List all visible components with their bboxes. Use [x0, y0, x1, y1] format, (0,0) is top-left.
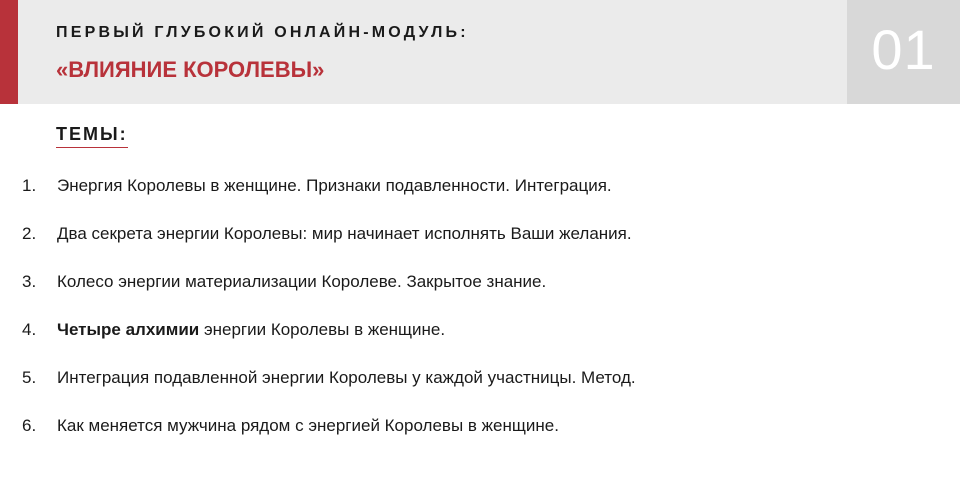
topic-plain-text: Как меняется мужчина рядом с энергией Королевы в женщине.	[57, 416, 559, 435]
topic-plain-text: Колесо энергии материализации Королеве. Закрытое знание.	[57, 272, 547, 291]
topic-text	[57, 368, 636, 388]
topic-number: 1.	[22, 176, 37, 195]
topic-text	[57, 416, 559, 436]
module-subtitle: ПЕРВЫЙ ГЛУБОКИЙ ОНЛАЙН-МОДУЛЬ:	[56, 24, 469, 41]
module-title: «ВЛИЯНИЕ КОРОЛЕВЫ»	[56, 57, 325, 82]
topic-number: 4.	[22, 320, 37, 339]
topic-text	[57, 320, 445, 340]
topics-heading: ТЕМЫ:	[56, 124, 128, 148]
module-number-box	[847, 0, 960, 104]
topic-plain-text: Энергия Королевы в женщине. Признаки подавленности. Интеграция.	[57, 176, 612, 195]
accent-bar	[0, 0, 18, 104]
module-number: 01	[871, 18, 936, 81]
topic-number: 3.	[22, 272, 37, 291]
topic-number: 6.	[22, 416, 37, 435]
topic-plain-text: Два секрета энергии Королевы: мир начинает исполнять Ваши желания.	[57, 224, 632, 243]
header-banner	[0, 0, 960, 104]
topic-plain-text: Интеграция подавленной энергии Королевы у каждой участницы. Метод.	[57, 368, 636, 387]
topic-bold-text: Четыре алхимии	[57, 320, 200, 339]
topic-text	[57, 272, 546, 292]
topic-number: 2.	[22, 224, 37, 243]
topic-plain-text: энергии Королевы в женщине.	[199, 320, 446, 339]
topic-text	[57, 176, 612, 196]
topic-text	[57, 224, 632, 244]
topic-number: 5.	[22, 368, 37, 387]
